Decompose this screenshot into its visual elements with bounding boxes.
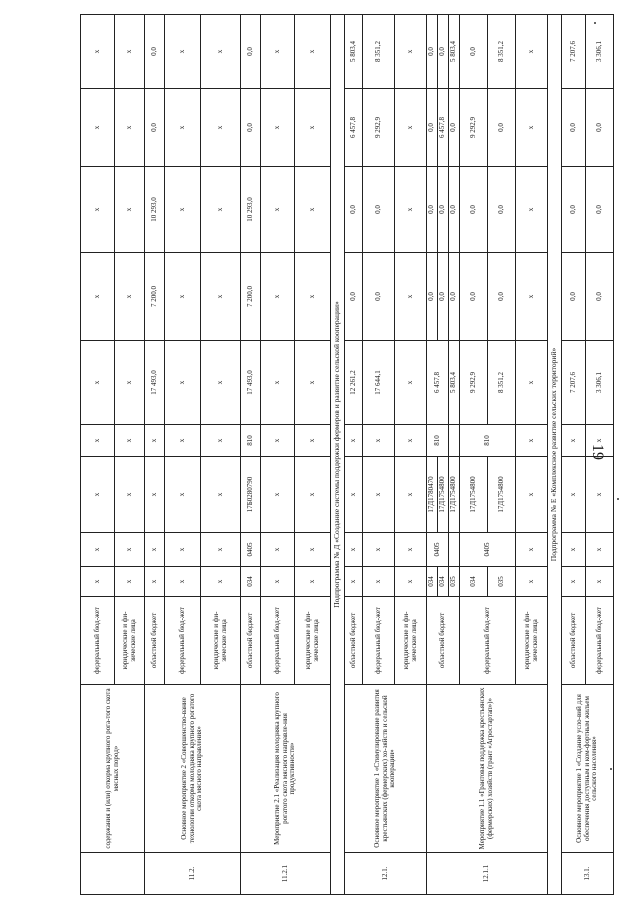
value-year-3: 0,0: [449, 89, 460, 167]
value-year-2: 10 293,0: [241, 167, 261, 253]
grbs-code: 034: [460, 567, 488, 597]
funding-source: областной бюджет: [145, 597, 165, 685]
rzpr-code: x: [115, 533, 145, 567]
value-year-4: 0,0: [460, 15, 488, 89]
value-total: 9 292,9: [460, 341, 488, 425]
value-year-1: 0,0: [562, 253, 586, 341]
value-total: 3 306,1: [586, 341, 614, 425]
vr-code: x: [165, 425, 201, 457]
rzpr-code: 0405: [241, 533, 261, 567]
vr-code: x: [145, 425, 165, 457]
value-total: x: [395, 341, 427, 425]
grbs-code: x: [201, 567, 241, 597]
csr-code: x: [115, 457, 145, 533]
value-year-1: x: [201, 253, 241, 341]
vr-code: x: [562, 425, 586, 457]
funding-source: юридические и фи-зические лица: [516, 597, 548, 685]
csr-code: x: [395, 457, 427, 533]
vr-code: x: [201, 425, 241, 457]
value-year-3: 0,0: [562, 89, 586, 167]
row-number: [81, 853, 145, 895]
row-number: 11.2.1: [241, 853, 331, 895]
grbs-code: 034: [241, 567, 261, 597]
rzpr-code: x: [81, 533, 115, 567]
value-year-1: 0,0: [449, 253, 460, 341]
event-name: содержания и (или) откорма крупного рога-того скота мясных пород»: [81, 685, 145, 853]
value-year-3: x: [201, 89, 241, 167]
value-year-2: 0,0: [562, 167, 586, 253]
value-year-3: 6 457,8: [438, 89, 449, 167]
row-number: 11.2.: [145, 853, 241, 895]
scan-speck: [594, 22, 596, 24]
table-row: [81, 15, 115, 895]
value-total: 6 457,8: [427, 341, 449, 425]
rzpr-code: x: [586, 533, 614, 567]
value-total: x: [201, 341, 241, 425]
value-year-1: x: [261, 253, 295, 341]
grbs-code: x: [363, 567, 395, 597]
value-total: x: [261, 341, 295, 425]
value-year-1: 0,0: [438, 253, 449, 341]
value-year-2: 0,0: [488, 167, 516, 253]
value-year-2: x: [261, 167, 295, 253]
value-year-2: x: [395, 167, 427, 253]
csr-code: x: [201, 457, 241, 533]
value-year-2: x: [81, 167, 115, 253]
rzpr-code: x: [516, 533, 548, 567]
csr-code: 17Д1754800: [488, 457, 516, 533]
vr-code: 810: [241, 425, 261, 457]
value-year-2: 0,0: [460, 167, 488, 253]
csr-code: 17Д1754800: [460, 457, 488, 533]
value-year-2: 0,0: [438, 167, 449, 253]
value-year-1: 7 200,0: [241, 253, 261, 341]
value-year-2: x: [165, 167, 201, 253]
value-year-4: 7 207,6: [562, 15, 586, 89]
rzpr-code: x: [562, 533, 586, 567]
page-number: 19: [589, 444, 606, 460]
value-year-2: 0,0: [363, 167, 395, 253]
row-number: 12.1.: [345, 853, 427, 895]
value-year-1: 0,0: [427, 253, 438, 341]
funding-source: юридические и фи-зические лица: [115, 597, 145, 685]
value-total: 7 207,6: [562, 341, 586, 425]
value-year-3: 9 292,9: [363, 89, 395, 167]
rzpr-code: x: [261, 533, 295, 567]
rzpr-code: x: [165, 533, 201, 567]
grbs-code: x: [81, 567, 115, 597]
grbs-code: 034: [438, 567, 449, 597]
value-year-4: x: [295, 15, 331, 89]
scan-speck: [617, 498, 619, 500]
vr-code: x: [363, 425, 395, 457]
value-year-2: 0,0: [345, 167, 363, 253]
grbs-code: 035: [488, 567, 516, 597]
csr-code: 17Д1754800: [438, 457, 449, 533]
value-year-3: x: [261, 89, 295, 167]
table-row: [427, 15, 438, 895]
grbs-code: 035: [449, 567, 460, 597]
funding-source: юридические и фи-зические лица: [201, 597, 241, 685]
funding-source: областной бюджет: [345, 597, 363, 685]
value-year-2: 10 293,0: [145, 167, 165, 253]
value-year-4: 5 803,4: [449, 15, 460, 89]
budget-table: [80, 14, 614, 895]
value-year-4: 0,0: [145, 15, 165, 89]
csr-code: x: [145, 457, 165, 533]
value-year-4: x: [115, 15, 145, 89]
grbs-code: x: [261, 567, 295, 597]
value-year-4: 0,0: [241, 15, 261, 89]
grbs-code: x: [145, 567, 165, 597]
value-year-4: x: [395, 15, 427, 89]
grbs-code: x: [115, 567, 145, 597]
row-number: 12.1.1: [427, 853, 548, 895]
row-number: 13.1.: [562, 853, 614, 895]
grbs-code: x: [165, 567, 201, 597]
value-year-4: x: [81, 15, 115, 89]
csr-code: x: [295, 457, 331, 533]
funding-source: областной бюджет: [241, 597, 261, 685]
funding-source: федеральный бюд-жет: [261, 597, 295, 685]
value-year-3: x: [395, 89, 427, 167]
value-year-3: x: [516, 89, 548, 167]
grbs-code: x: [345, 567, 363, 597]
grbs-code: 034: [427, 567, 438, 597]
csr-code: x: [363, 457, 395, 533]
csr-code: x: [345, 457, 363, 533]
grbs-code: x: [516, 567, 548, 597]
table-row: [145, 15, 165, 895]
event-name: Основное мероприятие 2 «Совершенство-вание технологии откорма молодняка крупного рогатого скота мясного направления»: [145, 685, 241, 853]
event-name: Основное мероприятие 1 «Создание усло-вий для обеспечения доступным и ком-фортным жильем сельского населения»: [562, 685, 614, 853]
value-total: 17 493,0: [145, 341, 165, 425]
rzpr-code: [449, 533, 460, 567]
value-total: x: [81, 341, 115, 425]
subprogram-heading-row: [548, 15, 562, 895]
rzpr-code: 0405: [427, 533, 449, 567]
value-year-2: x: [115, 167, 145, 253]
vr-code: x: [586, 425, 614, 457]
value-year-4: 8 351,2: [488, 15, 516, 89]
event-name: Мероприятие 1.1 «Грантовая поддержка крестьянских (фермерских) хозяйств (грант «Агростартап»)»: [427, 685, 548, 853]
vr-code: x: [395, 425, 427, 457]
funding-source: юридические и фи-зические лица: [395, 597, 427, 685]
vr-code: x: [81, 425, 115, 457]
rzpr-code: 0405: [460, 533, 516, 567]
vr-code: x: [345, 425, 363, 457]
value-year-3: 0,0: [427, 89, 438, 167]
value-year-1: x: [295, 253, 331, 341]
value-year-3: 0,0: [145, 89, 165, 167]
funding-source: федеральный бюд-жет: [81, 597, 115, 685]
vr-code: 810: [460, 425, 516, 457]
rzpr-code: x: [363, 533, 395, 567]
value-total: 17 644,1: [363, 341, 395, 425]
csr-code: 17Б0280790: [241, 457, 261, 533]
grbs-code: x: [562, 567, 586, 597]
csr-code: 17Д1780470: [427, 457, 438, 533]
value-year-4: x: [516, 15, 548, 89]
funding-source: областной бюджет: [427, 597, 460, 685]
value-year-3: x: [81, 89, 115, 167]
csr-code: x: [261, 457, 295, 533]
value-year-1: x: [395, 253, 427, 341]
csr-code: x: [81, 457, 115, 533]
value-year-1: x: [165, 253, 201, 341]
value-total: x: [165, 341, 201, 425]
value-year-3: 6 457,8: [345, 89, 363, 167]
subprogram-e-heading: Подпрограмма № Е «Комплексное развитие сельских территорий»: [548, 15, 562, 895]
value-year-3: 9 292,9: [460, 89, 488, 167]
vr-code: [449, 425, 460, 457]
funding-source: федеральный бюд-жет: [586, 597, 614, 685]
value-year-1: 0,0: [345, 253, 363, 341]
funding-source: федеральный бюд-жет: [165, 597, 201, 685]
value-year-1: 0,0: [586, 253, 614, 341]
value-year-4: 0,0: [427, 15, 438, 89]
subprogram-heading-row: [331, 15, 345, 895]
value-year-4: x: [165, 15, 201, 89]
funding-source: областной бюджет: [562, 597, 586, 685]
value-year-2: x: [201, 167, 241, 253]
value-year-1: x: [81, 253, 115, 341]
rzpr-code: x: [295, 533, 331, 567]
value-year-4: 5 803,4: [345, 15, 363, 89]
value-year-1: 7 200,0: [145, 253, 165, 341]
value-total: 5 803,4: [449, 341, 460, 425]
value-total: 8 351,2: [488, 341, 516, 425]
csr-code: x: [562, 457, 586, 533]
value-year-4: 8 351,2: [363, 15, 395, 89]
value-year-4: x: [261, 15, 295, 89]
vr-code: x: [516, 425, 548, 457]
value-year-1: x: [516, 253, 548, 341]
value-total: 17 493,0: [241, 341, 261, 425]
value-year-3: 0,0: [586, 89, 614, 167]
funding-source: федеральный бюд-жет: [363, 597, 395, 685]
value-total: x: [115, 341, 145, 425]
value-year-3: 0,0: [241, 89, 261, 167]
vr-code: x: [115, 425, 145, 457]
value-year-3: 0,0: [488, 89, 516, 167]
value-total: 12 261,2: [345, 341, 363, 425]
scan-speck: [610, 768, 612, 770]
value-total: x: [295, 341, 331, 425]
rzpr-code: x: [201, 533, 241, 567]
rzpr-code: x: [345, 533, 363, 567]
rzpr-code: x: [145, 533, 165, 567]
grbs-code: x: [295, 567, 331, 597]
subprogram-d-heading: Подпрограмма № Д «Создание системы поддержки фермеров и развитие сельской кооперации»: [331, 15, 345, 895]
value-year-2: 0,0: [427, 167, 438, 253]
csr-code: x: [586, 457, 614, 533]
table-row: [562, 15, 586, 895]
value-year-4: 3 306,1: [586, 15, 614, 89]
vr-code: x: [261, 425, 295, 457]
csr-code: 17Д1754800: [449, 457, 460, 533]
value-year-1: 0,0: [363, 253, 395, 341]
grbs-code: x: [586, 567, 614, 597]
value-year-1: 0,0: [460, 253, 488, 341]
event-name: Основное мероприятие 1 «Стимулирование развития крестьянских (фермерских) хо-зяйств и сельской кооперации»: [345, 685, 427, 853]
event-name: Мероприятие 2.1 «Реализация молодняка крупного рогатого скота мясного направле-ния продуктивности»: [241, 685, 331, 853]
value-year-2: 0,0: [449, 167, 460, 253]
value-year-2: x: [516, 167, 548, 253]
grbs-code: x: [395, 567, 427, 597]
vr-code: 810: [427, 425, 449, 457]
value-year-1: x: [115, 253, 145, 341]
funding-source: юридические и фи-зические лица: [295, 597, 331, 685]
value-year-1: 0,0: [488, 253, 516, 341]
vr-code: x: [295, 425, 331, 457]
value-year-3: x: [165, 89, 201, 167]
table-row: [241, 15, 261, 895]
value-year-4: 0,0: [438, 15, 449, 89]
rzpr-code: x: [395, 533, 427, 567]
funding-source: федеральный бюд-жет: [460, 597, 516, 685]
value-year-2: 0,0: [586, 167, 614, 253]
value-year-3: x: [295, 89, 331, 167]
value-year-4: x: [201, 15, 241, 89]
value-year-2: x: [295, 167, 331, 253]
table-row: [345, 15, 363, 895]
csr-code: x: [516, 457, 548, 533]
value-year-3: x: [115, 89, 145, 167]
value-total: x: [516, 341, 548, 425]
csr-code: x: [165, 457, 201, 533]
